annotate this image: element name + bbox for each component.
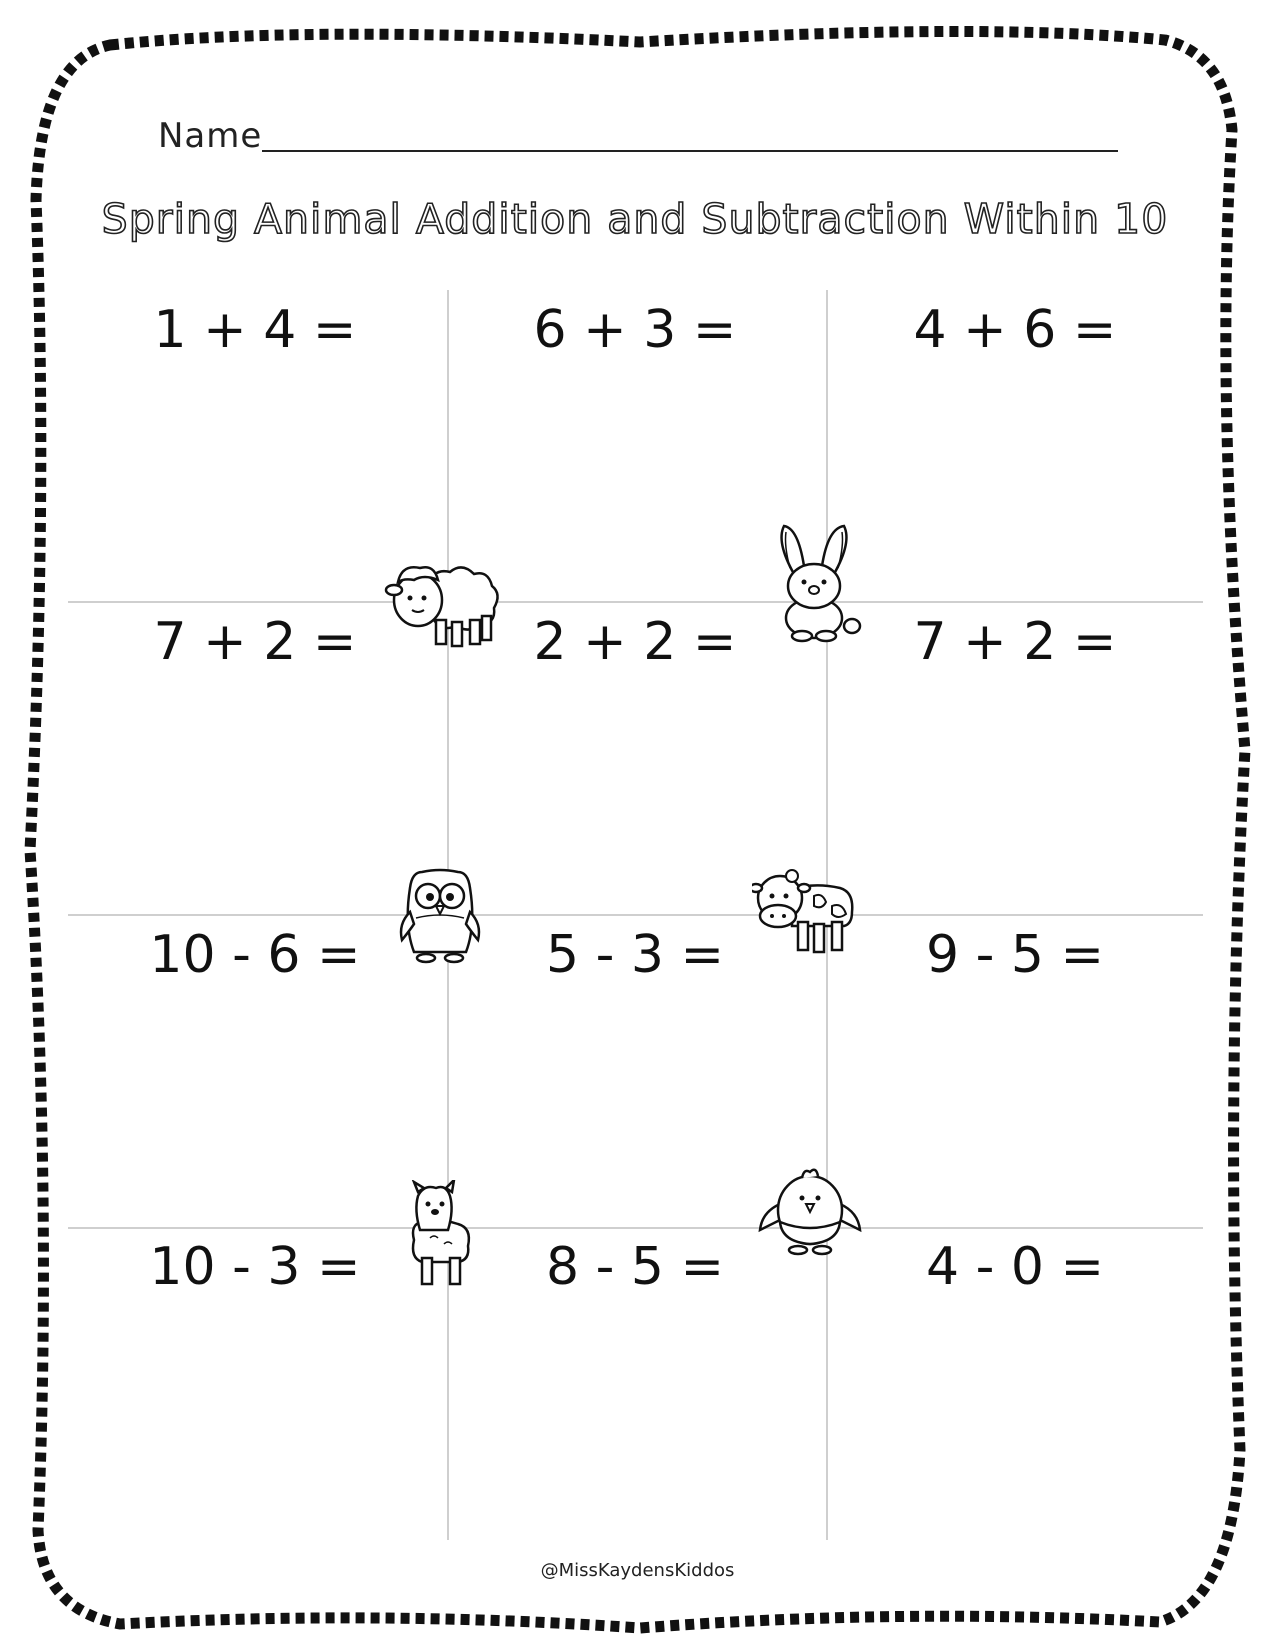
name-label: Name [158,116,263,156]
problem-9: 9 - 5 = [925,925,1105,985]
name-writing-line [262,150,1118,152]
problem-5: 2 + 2 = [533,612,737,672]
owl-icon [396,866,484,966]
problem-3: 4 + 6 = [913,300,1117,360]
problem-12: 4 - 0 = [925,1237,1105,1297]
name-field [158,112,1118,162]
problem-11: 8 - 5 = [545,1237,725,1297]
problem-8: 5 - 3 = [545,925,725,985]
problem-7: 10 - 6 = [149,925,361,985]
problem-2: 6 + 3 = [533,300,737,360]
worksheet-title: Spring Animal Addition and Subtraction Within 10 [101,195,1169,243]
cow-icon [752,862,862,962]
problem-1: 1 + 4 = [153,300,357,360]
sheep-icon [384,554,504,654]
problem-6: 7 + 2 = [913,612,1117,672]
problem-10: 10 - 3 = [149,1237,361,1297]
problem-4: 7 + 2 = [153,612,357,672]
llama-icon [400,1180,482,1290]
grid-horizontal-line-2 [68,914,1203,916]
chick-icon [758,1158,862,1262]
credit-handle: @MissKaydensKiddos [540,1560,735,1581]
grid-horizontal-line-1 [68,601,1203,603]
bunny-icon [770,522,870,644]
grid-horizontal-line-3 [68,1227,1203,1229]
